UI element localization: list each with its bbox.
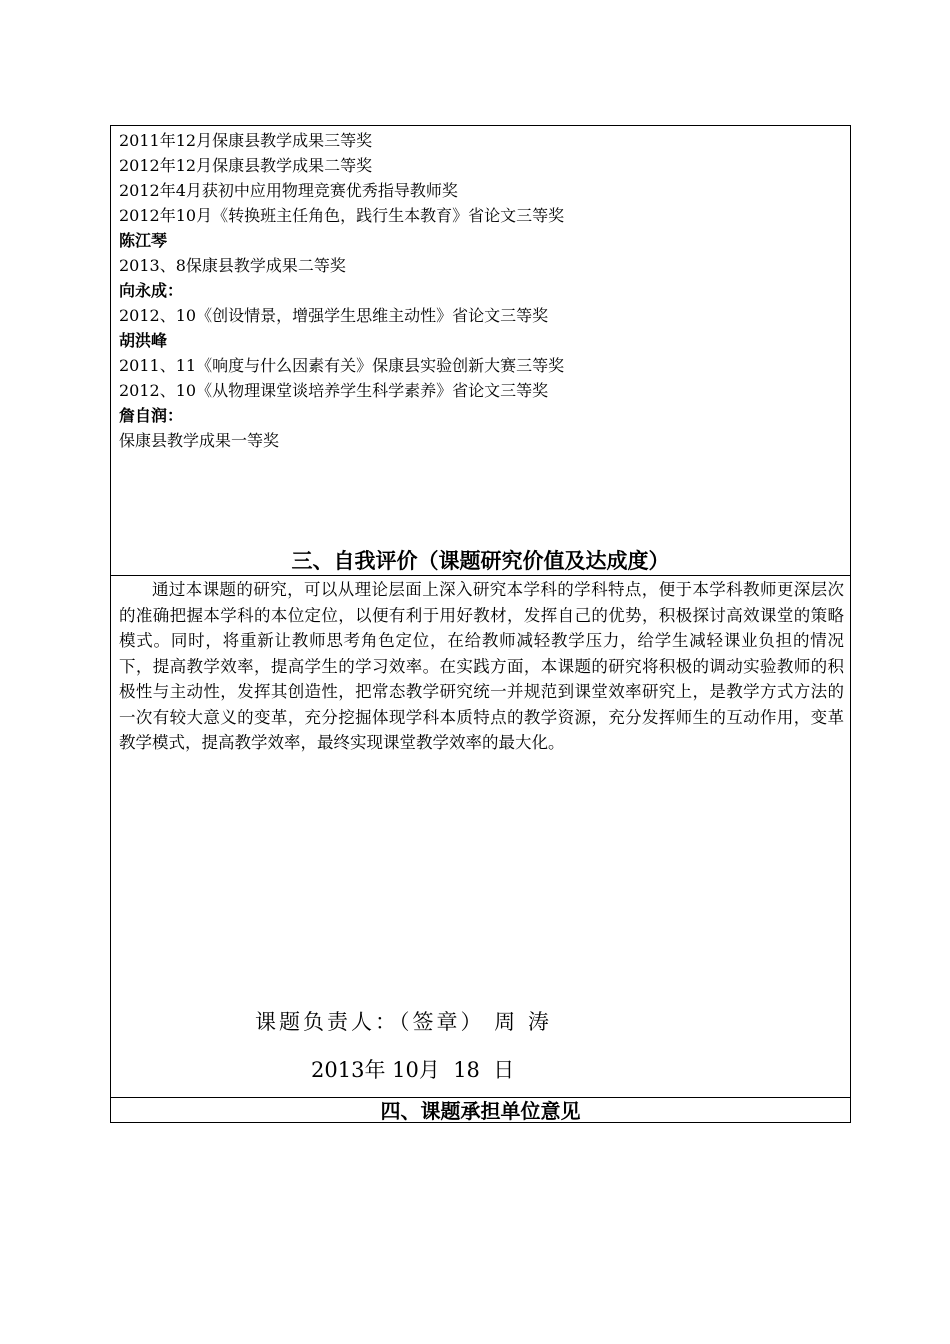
award-item: 2011年12月保康县教学成果三等奖 [119, 131, 373, 150]
award-item: 2012年10月《转换班主任角色，践行生本教育》省论文三等奖 [119, 206, 565, 225]
section3-divider [111, 575, 850, 576]
award-item: 2012年12月保康县教学成果二等奖 [119, 156, 373, 175]
self-evaluation-text: 通过本课题的研究，可以从理论层面上深入研究本学科的学科特点，便于本学科教师更深层次的准确把握本学科的本位定位，以便有利于用好教材，发挥自己的优势，积极探讨高效课堂的策略模式。同时，将重新让教师思考角色定位，在给教师减轻教学压力，给学生减轻课业负担的情况下，提高教学效率，提高学生的学习效率。在实践方面，本课题的研究将积极的调动实验教师的积极性与主动性，发挥其创造性，把常态教学研究统一并规范到课堂效率研究上，是教学方式方法的一次有较大意义的变革，充分挖掘体现学科本质特点的教学资源，充分发挥师生的互动作用，变革教学模式，提高教学效率，最终实现课堂教学效率的最大化。 [119, 580, 844, 752]
award-person-name: 向永成： [119, 281, 184, 300]
award-item: 2012、10《创设情景，增强学生思维主动性》省论文三等奖 [119, 306, 549, 325]
sign-date: 2013年 10月 18 日 [311, 1058, 515, 1082]
section4-heading: 四、课题承担单位意见 [380, 1099, 581, 1123]
award-person-name: 陈江琴 [119, 231, 168, 250]
form-table [110, 125, 851, 1123]
award-item: 保康县教学成果一等奖 [119, 431, 280, 450]
signer-line: 课题负责人：（签章） 周 涛 [255, 1010, 552, 1034]
award-item: 2012、10《从物理课堂谈培养学生科学素养》省论文三等奖 [119, 381, 549, 400]
award-item: 2013、8保康县教学成果二等奖 [119, 256, 346, 275]
awards-list [119, 128, 839, 453]
award-person-name: 詹自润： [119, 406, 184, 425]
award-item: 2012年4月获初中应用物理竞赛优秀指导教师奖 [119, 181, 458, 200]
award-item: 2011、11《响度与什么因素有关》保康县实验创新大赛三等奖 [119, 356, 565, 375]
section3-heading: 三、自我评价（课题研究价值及达成度） [291, 549, 670, 573]
award-person-name: 胡洪峰 [119, 331, 168, 350]
